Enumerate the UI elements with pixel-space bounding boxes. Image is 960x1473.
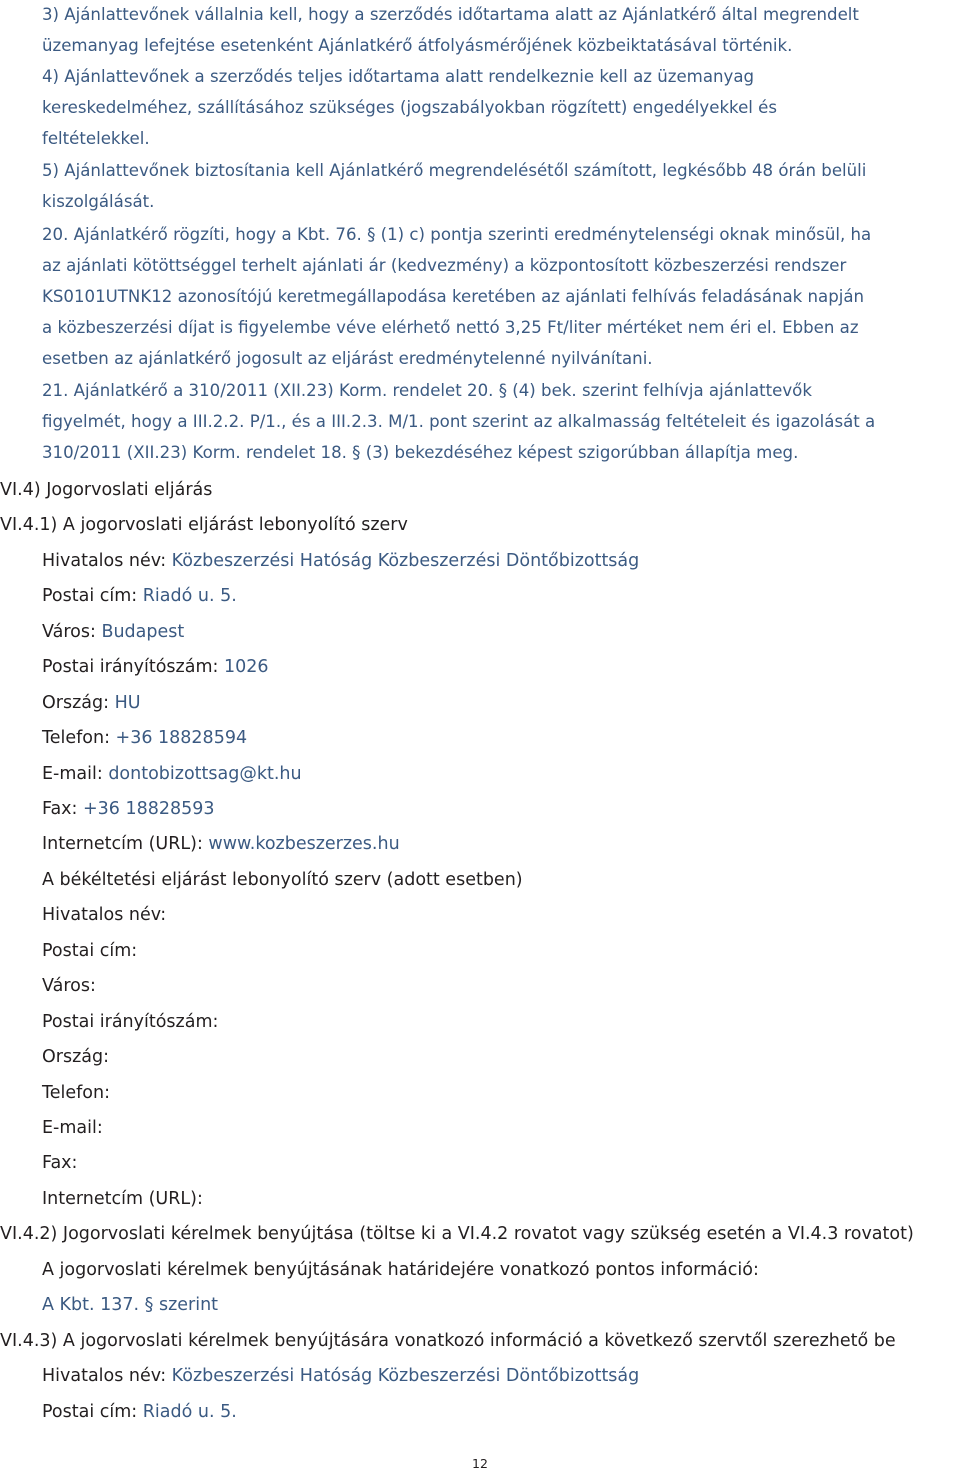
mediation-url-label: Internetcím (URL): bbox=[42, 1189, 203, 1209]
paragraph-line: 20. Ajánlatkérő rögzíti, hogy a Kbt. 76. § (1) c) pontja szerinti eredménytelenségi oknak minősül, ha bbox=[42, 225, 872, 244]
field-value: Budapest bbox=[101, 622, 185, 642]
field-label: Város: bbox=[42, 622, 102, 642]
field-label: Postai irányítószám: bbox=[42, 657, 224, 677]
section-heading-vi41: VI.4.1) A jogorvoslati eljárást lebonyolító szerv bbox=[0, 515, 408, 535]
paragraph-20 bbox=[42, 219, 954, 374]
field-value: +36 18828594 bbox=[115, 728, 248, 748]
paragraph-line: kiszolgálását. bbox=[42, 192, 155, 211]
mediation-heading: A békéltetési eljárást lebonyolító szerv (adott esetben) bbox=[42, 870, 523, 890]
field-label: Postai cím: bbox=[42, 586, 143, 606]
paragraph-line: 310/2011 (XII.23) Korm. rendelet 18. § (3) bekezdéséhez képest szigorúbban állapítja meg. bbox=[42, 443, 799, 462]
field-value: +36 18828593 bbox=[83, 799, 215, 819]
field-label: Ország: bbox=[42, 693, 115, 713]
info-official-name bbox=[42, 1364, 639, 1388]
email-link[interactable]: dontobizottsag@kt.hu bbox=[108, 764, 302, 784]
mediation-official-name-label: Hivatalos név: bbox=[42, 905, 167, 925]
info-postal-address bbox=[42, 1400, 237, 1424]
section-heading-vi4: VI.4) Jogorvoslati eljárás bbox=[0, 480, 213, 500]
field-value: Riadó u. 5. bbox=[142, 586, 237, 606]
paragraph-4 bbox=[42, 61, 954, 154]
paragraph-line: 5) Ajánlattevőnek biztosítania kell Ajánlatkérő megrendelésétől számított, legkésőbb 48 órán belüli bbox=[42, 161, 867, 180]
field-value: Közbeszerzési Hatóság Közbeszerzési Döntőbizottság bbox=[171, 1366, 640, 1386]
mediation-postal-code-label: Postai irányítószám: bbox=[42, 1012, 219, 1032]
field-official-name bbox=[42, 549, 639, 573]
field-fax bbox=[42, 797, 215, 821]
paragraph-line: kereskedelméhez, szállításához szükséges (jogszabályokban rögzített) engedélyekkel és bbox=[42, 98, 778, 117]
field-label: Telefon: bbox=[42, 728, 116, 748]
field-label: Hivatalos név: bbox=[42, 551, 172, 571]
mediation-fax-label: Fax: bbox=[42, 1153, 78, 1173]
page-number: 12 bbox=[472, 1456, 488, 1471]
paragraph-line: 3) Ajánlattevőnek vállalnia kell, hogy a szerződés időtartama alatt az Ajánlatkérő által megrendelt bbox=[42, 5, 859, 24]
paragraph-line: az ajánlati kötöttséggel terhelt ajánlati ár (kedvezmény) a központosított közbeszerzési rendszer bbox=[42, 256, 847, 275]
url-link[interactable]: www.kozbeszerzes.hu bbox=[208, 834, 400, 854]
paragraph-line: esetben az ajánlatkérő jogosult az eljárást eredménytelenné nyilvánítani. bbox=[42, 349, 653, 368]
field-url bbox=[42, 832, 400, 856]
mediation-email-label: E-mail: bbox=[42, 1118, 103, 1138]
paragraph-line: 4) Ajánlattevőnek a szerződés teljes időtartama alatt rendelkeznie kell az üzemanyag bbox=[42, 67, 755, 86]
paragraph-line: üzemanyag lefejtése esetenként Ajánlatkérő átfolyásmérőjének közbeiktatásával történik. bbox=[42, 36, 793, 55]
paragraph-21 bbox=[42, 375, 954, 468]
mediation-country-label: Ország: bbox=[42, 1047, 110, 1067]
paragraph-3 bbox=[42, 0, 954, 61]
paragraph-line: figyelmét, hogy a III.2.2. P/1., és a III.2.3. M/1. pont szerint az alkalmasság feltételeit és igazolását a bbox=[42, 412, 876, 431]
field-value: Riadó u. 5. bbox=[142, 1402, 237, 1422]
paragraph-5 bbox=[42, 155, 954, 217]
field-city bbox=[42, 620, 184, 644]
paragraph-line: feltételekkel. bbox=[42, 129, 150, 148]
deadline-info-label: A jogorvoslati kérelmek benyújtásának határidejére vonatkozó pontos információ: bbox=[42, 1260, 759, 1280]
field-label: E-mail: bbox=[42, 764, 109, 784]
field-postal-code bbox=[42, 655, 269, 679]
mediation-phone-label: Telefon: bbox=[42, 1083, 110, 1103]
field-value: HU bbox=[114, 693, 141, 713]
field-label: Hivatalos név: bbox=[42, 1366, 172, 1386]
section-heading-vi42: VI.4.2) Jogorvoslati kérelmek benyújtása (töltse ki a VI.4.2 rovatot vagy szükség esetén a VI.4.3 rovatot) bbox=[0, 1224, 914, 1244]
field-label: Internetcím (URL): bbox=[42, 834, 209, 854]
paragraph-line: 21. Ajánlatkérő a 310/2011 (XII.23) Korm. rendelet 20. § (4) bek. szerint felhívja ajánlattevők bbox=[42, 381, 812, 400]
field-country bbox=[42, 691, 141, 715]
field-label: Fax: bbox=[42, 799, 83, 819]
paragraph-line: a közbeszerzési díjat is figyelembe véve elérhető nettó 3,25 Ft/liter mértéket nem éri el. Ebben az bbox=[42, 318, 859, 337]
field-phone bbox=[42, 726, 247, 750]
field-postal-address bbox=[42, 584, 237, 608]
field-email bbox=[42, 762, 302, 786]
field-label: Postai cím: bbox=[42, 1402, 143, 1422]
field-value: 1026 bbox=[223, 657, 269, 677]
mediation-postal-address-label: Postai cím: bbox=[42, 941, 138, 961]
field-value: Közbeszerzési Hatóság Közbeszerzési Döntőbizottság bbox=[171, 551, 640, 571]
mediation-city-label: Város: bbox=[42, 976, 96, 996]
deadline-info-value: A Kbt. 137. § szerint bbox=[42, 1295, 219, 1315]
paragraph-line: KS0101UTNK12 azonosítójú keretmegállapodása keretében az ajánlati felhívás feladásának napján bbox=[42, 287, 865, 306]
section-heading-vi43: VI.4.3) A jogorvoslati kérelmek benyújtására vonatkozó információ a következő szervtől szerezhető be bbox=[0, 1331, 896, 1351]
